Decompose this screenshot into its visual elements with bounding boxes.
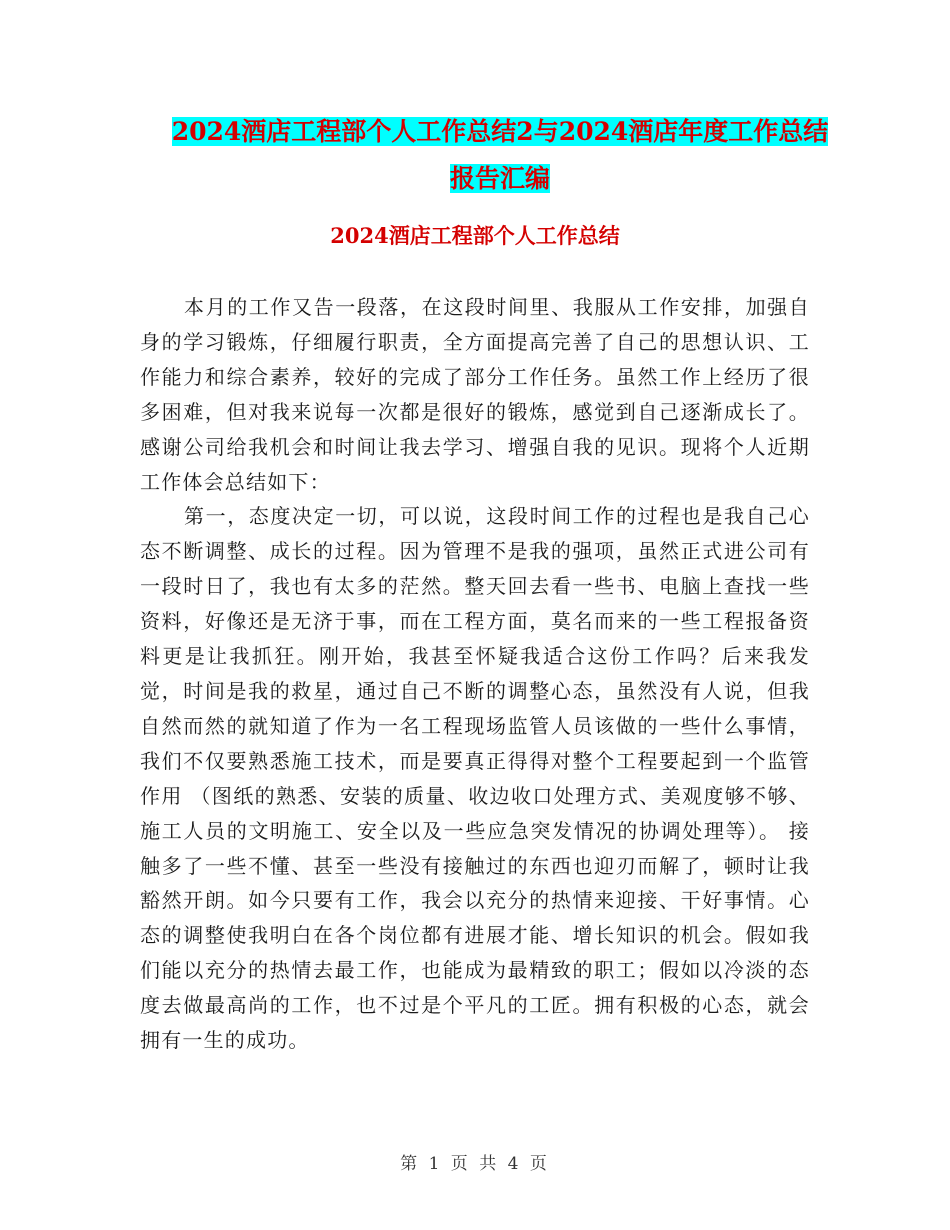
document-title (170, 108, 830, 202)
section-title: 2024酒店工程部个人工作总结 (330, 223, 620, 248)
document-body (140, 290, 810, 1058)
document-title-text: 2024酒店工程部个人工作总结2与2024酒店年度工作总结报告汇编 (171, 117, 829, 193)
paragraph-1: 本月的工作又告一段落，在这段时间里、我服从工作安排，加强自身的学习锻炼，仔细履行职责，全方面提高完善了自己的思想认识、工作能力和综合素养，较好的完成了部分工作任务。虽然工作上经历了很多困难，但对我来说每一次都是很好的锻炼，感觉到自己逐渐成长了。感谢公司给我机会和时间让我去学习、增强自我的见识。现将个人近期工作体会总结如下： (140, 295, 810, 494)
page-footer: 第 1 页 共 4 页 (400, 1154, 550, 1174)
paragraph-2: 第一，态度决定一切，可以说，这段时间工作的过程也是我自己心态不断调整、成长的过程。因为管理不是我的强项，虽然正式进公司有一段时日了，我也有太多的茫然。整天回去看一些书、电脑上查找一些资料，好像还是无济于事，而在工程方面，莫名而来的一些工程报备资料更是让我抓狂。刚开始，我甚至怀疑我适合这份工作吗？后来我发觉，时间是我的救星，通过自己不断的调整心态，虽然没有人说，但我自然而然的就知道了作为一名工程现场监管人员该做的一些什么事情，我们不仅要熟悉施工技术，而是要真正得得对整个工程要起到一个监管作用 （图纸的熟悉、安装的质量、收边收口处理方式、美观度够不够、施工人员的文明施工、安全以及一些应急突发情况的协调处理等）。 接触多了一些不懂、甚至一些没有接触过的东西也迎刃而解了，顿时让我豁然开朗。如今只要有工作，我会以充分的热情来迎接、干好事情。心态的调整使我明白在各个岗位都有进展才能、增长知识的机会。假如我们能以充分的热情去最工作，也能成为最精致的职工；假如以冷淡的态度去做最高尚的工作，也不过是个平凡的工匠。拥有积极的心态，就会拥有一生的成功。 (140, 504, 810, 1053)
